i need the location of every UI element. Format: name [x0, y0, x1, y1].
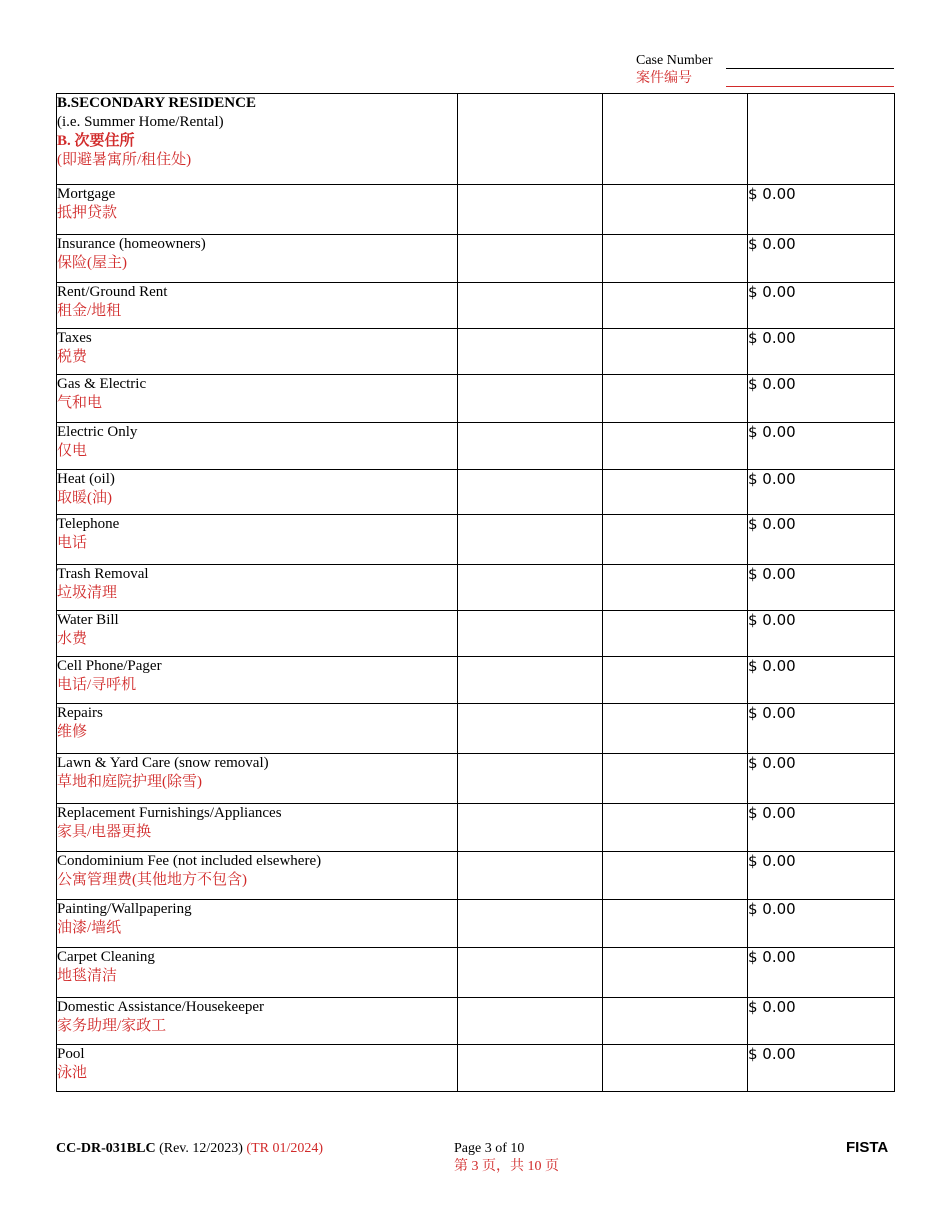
expense-blank-cell[interactable]	[603, 1045, 748, 1092]
expense-blank-cell[interactable]	[603, 998, 748, 1045]
expense-label-cell	[57, 470, 458, 515]
form-revision: (Rev. 12/2023)	[159, 1141, 243, 1156]
expense-amount[interactable]: $ 0.00	[748, 515, 895, 565]
expense-amount[interactable]: $ 0.00	[748, 470, 895, 515]
expense-label-cell	[57, 804, 458, 852]
expense-label-cell	[57, 565, 458, 611]
expense-row	[57, 470, 895, 515]
case-number-field-zh-underline	[726, 86, 894, 87]
header-blank-col-4	[748, 94, 895, 185]
expense-label: Gas & Electric	[57, 376, 147, 392]
expense-blank-cell[interactable]	[458, 754, 603, 804]
expense-label-cell	[57, 900, 458, 948]
expense-label-cell	[57, 1045, 458, 1092]
expense-label-zh: 气和电	[57, 395, 103, 411]
expense-amount[interactable]: $ 0.00	[748, 704, 895, 754]
expense-row	[57, 900, 895, 948]
expense-label-cell	[57, 423, 458, 470]
expense-row	[57, 375, 895, 423]
expense-label-zh: 垃圾清理	[57, 585, 118, 601]
expense-amount[interactable]: $ 0.00	[748, 565, 895, 611]
expense-blank-cell[interactable]	[603, 611, 748, 657]
expense-blank-cell[interactable]	[603, 470, 748, 515]
expense-label: Lawn & Yard Care (snow removal)	[57, 755, 269, 771]
expense-label-cell	[57, 948, 458, 998]
expense-amount[interactable]: $ 0.00	[748, 423, 895, 470]
expense-label-cell	[57, 657, 458, 704]
expense-row	[57, 704, 895, 754]
expense-blank-cell[interactable]	[458, 470, 603, 515]
expense-blank-cell[interactable]	[458, 1045, 603, 1092]
expense-label-zh: 维修	[57, 724, 88, 740]
header-blank-col-2	[458, 94, 603, 185]
expense-row	[57, 754, 895, 804]
expense-row	[57, 657, 895, 704]
expense-blank-cell[interactable]	[458, 375, 603, 423]
expense-blank-cell[interactable]	[603, 329, 748, 375]
expense-label-zh: 仅电	[57, 443, 88, 459]
expense-blank-cell[interactable]	[458, 235, 603, 283]
expense-amount[interactable]: $ 0.00	[748, 900, 895, 948]
expense-label-zh: 公寓管理费(其他地方不包含)	[57, 872, 247, 888]
expense-label: Taxes	[57, 330, 92, 346]
form-translation-revision: (TR 01/2024)	[246, 1141, 324, 1156]
expense-label-zh: 租金/地租	[57, 303, 122, 319]
expense-blank-cell[interactable]	[603, 948, 748, 998]
expense-amount[interactable]: $ 0.00	[748, 754, 895, 804]
expense-label: Condominium Fee (not included elsewhere)	[57, 853, 322, 869]
expense-label: Rent/Ground Rent	[57, 284, 168, 300]
expense-label-cell	[57, 754, 458, 804]
expense-label-zh: 油漆/墙纸	[57, 920, 122, 936]
expense-row	[57, 283, 895, 329]
brand-mark: FISTA	[846, 1139, 889, 1156]
case-number-field[interactable]	[726, 68, 894, 69]
expense-blank-cell[interactable]	[603, 704, 748, 754]
expense-label-cell	[57, 283, 458, 329]
page-number-zh: 第 3 页，共 10 页	[454, 1159, 559, 1174]
expense-label-cell	[57, 329, 458, 375]
expense-label: Electric Only	[57, 424, 138, 440]
expense-label: Heat (oil)	[57, 471, 115, 487]
expense-row	[57, 998, 895, 1045]
expense-label-zh: 抵押贷款	[57, 205, 118, 221]
expense-label-cell	[57, 998, 458, 1045]
page-indicator	[454, 1140, 559, 1176]
expense-label: Cell Phone/Pager	[57, 658, 162, 674]
expense-amount[interactable]: $ 0.00	[748, 998, 895, 1045]
expense-blank-cell[interactable]	[603, 185, 748, 235]
expense-label: Pool	[57, 1046, 85, 1062]
expense-label-zh: 草地和庭院护理(除雪)	[57, 774, 202, 790]
expense-blank-cell[interactable]	[458, 657, 603, 704]
expense-row	[57, 565, 895, 611]
expense-amount[interactable]: $ 0.00	[748, 235, 895, 283]
expense-label: Repairs	[57, 705, 103, 721]
expense-blank-cell[interactable]	[458, 611, 603, 657]
expense-amount[interactable]: $ 0.00	[748, 283, 895, 329]
expense-amount[interactable]: $ 0.00	[748, 329, 895, 375]
form-identifier	[56, 1141, 323, 1157]
header-blank-col-3	[603, 94, 748, 185]
expense-label-cell	[57, 704, 458, 754]
expense-blank-cell[interactable]	[458, 948, 603, 998]
expense-amount[interactable]: $ 0.00	[748, 657, 895, 704]
expense-amount[interactable]: $ 0.00	[748, 185, 895, 235]
expense-label-cell	[57, 235, 458, 283]
expense-amount[interactable]: $ 0.00	[748, 1045, 895, 1092]
expense-blank-cell[interactable]	[458, 423, 603, 470]
expense-blank-cell[interactable]	[458, 329, 603, 375]
expense-label: Insurance (homeowners)	[57, 236, 206, 252]
expense-label: Domestic Assistance/Housekeeper	[57, 999, 265, 1015]
expense-blank-cell[interactable]	[603, 657, 748, 704]
section-subtitle: (i.e. Summer Home/Rental)	[57, 114, 224, 130]
expense-label-zh: 税费	[57, 349, 88, 365]
expense-label: Replacement Furnishings/Appliances	[57, 805, 282, 821]
expense-label: Painting/Wallpapering	[57, 901, 192, 917]
expense-label-zh: 地毯清洁	[57, 968, 118, 984]
expense-amount[interactable]: $ 0.00	[748, 804, 895, 852]
expense-label-cell	[57, 375, 458, 423]
expense-row	[57, 423, 895, 470]
section-subtitle-zh: (即避暑寓所/租住处)	[57, 152, 192, 168]
expense-blank-cell[interactable]	[603, 235, 748, 283]
expense-blank-cell[interactable]	[603, 423, 748, 470]
expense-blank-cell[interactable]	[603, 804, 748, 852]
expense-row	[57, 515, 895, 565]
expense-row	[57, 235, 895, 283]
expense-amount[interactable]: $ 0.00	[748, 611, 895, 657]
expense-label-cell	[57, 852, 458, 900]
expense-label: Trash Removal	[57, 566, 149, 582]
expense-blank-cell[interactable]	[458, 852, 603, 900]
expense-label-zh: 家务助理/家政工	[57, 1018, 167, 1034]
section-title-zh: B. 次要住所	[57, 133, 135, 149]
expense-label-zh: 水费	[57, 631, 88, 647]
expense-row	[57, 852, 895, 900]
expense-blank-cell[interactable]	[458, 704, 603, 754]
section-header-row	[57, 94, 895, 185]
expense-blank-cell[interactable]	[458, 283, 603, 329]
expense-label-zh: 取暖(油)	[57, 490, 112, 506]
section-title: B.SECONDARY RESIDENCE	[57, 95, 256, 111]
expense-amount[interactable]: $ 0.00	[748, 375, 895, 423]
expense-blank-cell[interactable]	[603, 375, 748, 423]
expense-row	[57, 329, 895, 375]
expense-amount[interactable]: $ 0.00	[748, 948, 895, 998]
expense-label-cell	[57, 185, 458, 235]
expense-label-zh: 泳池	[57, 1065, 88, 1081]
expense-label-cell	[57, 515, 458, 565]
expense-label: Carpet Cleaning	[57, 949, 155, 965]
expense-blank-cell[interactable]	[603, 565, 748, 611]
expense-row	[57, 948, 895, 998]
expense-row	[57, 185, 895, 235]
secondary-residence-table	[56, 93, 895, 1092]
page-number: Page 3 of 10	[454, 1141, 525, 1156]
expense-amount[interactable]: $ 0.00	[748, 852, 895, 900]
expense-blank-cell[interactable]	[603, 900, 748, 948]
form-id: CC-DR-031BLC	[56, 1141, 156, 1156]
expense-label: Telephone	[57, 516, 120, 532]
expense-label-zh: 家具/电器更换	[57, 824, 152, 840]
expense-label-cell	[57, 611, 458, 657]
expense-blank-cell[interactable]	[603, 283, 748, 329]
case-number-label: Case Number	[636, 53, 713, 68]
expense-blank-cell[interactable]	[603, 515, 748, 565]
expense-blank-cell[interactable]	[458, 998, 603, 1045]
expense-blank-cell[interactable]	[603, 754, 748, 804]
expense-blank-cell[interactable]	[458, 515, 603, 565]
expense-blank-cell[interactable]	[458, 185, 603, 235]
section-header-cell	[57, 94, 458, 185]
expense-row	[57, 1045, 895, 1092]
expense-row	[57, 804, 895, 852]
expense-label-zh: 电话/寻呼机	[57, 677, 137, 693]
expense-row	[57, 611, 895, 657]
expense-blank-cell[interactable]	[603, 852, 748, 900]
expense-blank-cell[interactable]	[458, 804, 603, 852]
expense-blank-cell[interactable]	[458, 565, 603, 611]
expense-label: Water Bill	[57, 612, 119, 628]
expense-label-zh: 电话	[57, 535, 88, 551]
case-number-label-zh: 案件编号	[636, 71, 692, 86]
expense-blank-cell[interactable]	[458, 900, 603, 948]
expense-label-zh: 保险(屋主)	[57, 255, 127, 271]
expense-label: Mortgage	[57, 186, 116, 202]
